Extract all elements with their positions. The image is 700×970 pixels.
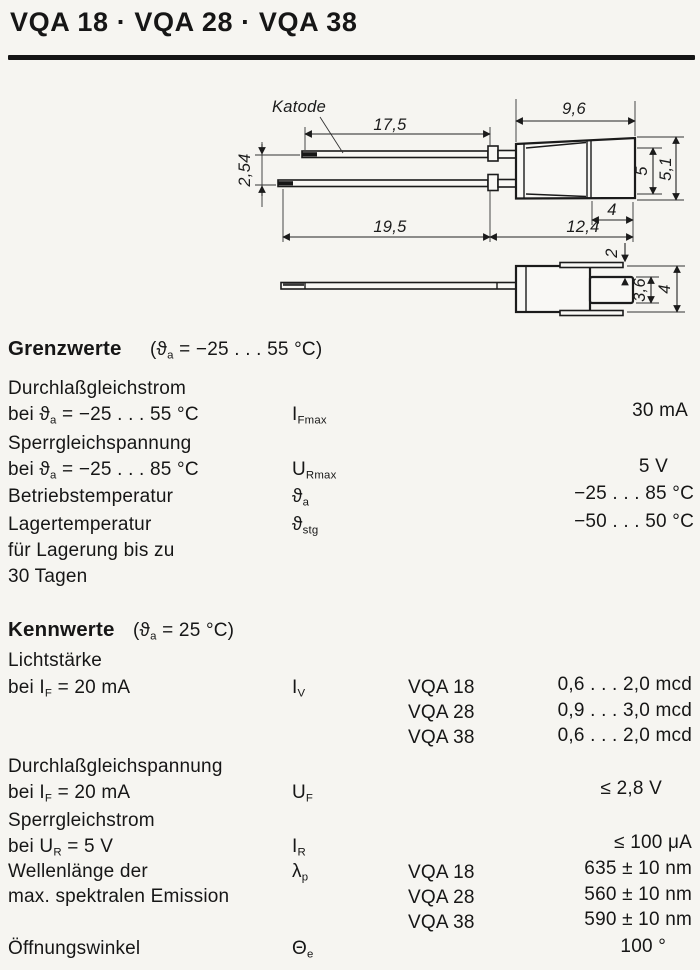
param-symbol: $I_R$ — [292, 836, 306, 859]
param-value: 0,6 . . . 2,0 mcd — [557, 674, 692, 695]
device-name: VQA 18 — [408, 677, 475, 698]
param-value: ≤ 2,8 V — [600, 778, 662, 799]
param-symbol: $ϑ_{stg}$ — [292, 514, 319, 537]
param-label: Durchlaßgleichspannung — [8, 756, 223, 777]
header-rule — [8, 55, 695, 60]
dim-label-4-side: 4 — [656, 284, 674, 294]
param-symbol: $\Theta_e$ — [292, 938, 314, 961]
side-view-led-body — [516, 138, 635, 199]
param-symbol: $\lambda_p$ — [292, 861, 309, 884]
param-condition: bei $ϑ_a = -25$ . . . 55 °C — [8, 404, 199, 427]
param-label: Lichtstärke — [8, 650, 103, 671]
dim-tongue-height — [631, 277, 659, 303]
param-condition: bei $U_R = 5$ V — [8, 836, 114, 859]
param-value: 0,9 . . . 3,0 mcd — [557, 700, 692, 721]
param-symbol: $I_V$ — [292, 677, 306, 700]
param-value: ≤ 100 μA — [614, 832, 692, 853]
param-condition: bei $ϑ_a = -25$ . . . 85 °C — [8, 459, 199, 482]
param-value: −50 . . . 50 °C — [574, 511, 694, 532]
device-name: VQA 18 — [408, 862, 475, 883]
param-symbol: $U_F$ — [292, 782, 314, 805]
param-value: 635 ± 10 nm — [584, 858, 692, 879]
device-name: VQA 28 — [408, 887, 475, 908]
dim-label-5: 5 — [633, 166, 651, 176]
grenzwerte-condition: ($ϑ_a = -25$ . . . 55 °C) — [150, 339, 323, 362]
param-value: 590 ± 10 nm — [584, 909, 692, 930]
led-dimension-drawing — [0, 85, 700, 335]
device-name: VQA 38 — [408, 912, 475, 933]
param-condition: bei $I_F = 20$ mA — [8, 782, 131, 805]
param-value: 560 ± 10 nm — [584, 884, 692, 905]
top-view-lead — [281, 283, 516, 290]
dim-label-2: 2 — [603, 248, 621, 258]
side-view-top-lead — [302, 146, 516, 161]
katode-label: Katode — [272, 98, 327, 116]
param-label: Betriebstemperatur — [8, 486, 174, 507]
param-symbol: $ϑ_a$ — [292, 486, 310, 509]
grenzwerte-heading: Grenzwerte — [8, 337, 122, 360]
device-name: VQA 38 — [408, 727, 475, 748]
dim-label-4-front: 4 — [607, 201, 617, 219]
dim-body-heights — [633, 137, 684, 200]
dim-label-9-6: 9,6 — [562, 100, 586, 118]
param-label: Sperrgleichstrom — [8, 810, 155, 831]
param-condition: bei $I_F = 20$ mA — [8, 677, 131, 700]
top-view-led-body — [516, 263, 633, 316]
dim-label-17-5: 17,5 — [373, 116, 407, 134]
param-symbol: $U_{Rmax}$ — [292, 459, 337, 482]
kennwerte-heading: Kennwerte — [8, 618, 115, 641]
katode-callout — [272, 98, 343, 153]
param-value: −25 . . . 85 °C — [574, 483, 694, 504]
dim-label-2-54: 2,54 — [236, 153, 254, 187]
dim-top-lead-length — [305, 116, 490, 150]
param-label: Wellenlänge der — [8, 861, 148, 882]
dim-label-5-1: 5,1 — [657, 157, 675, 181]
param-value: 30 mA — [632, 400, 688, 421]
param-label: Durchlaßgleichstrom — [8, 378, 187, 399]
param-label: Lagertemperatur — [8, 514, 152, 535]
param-label: für Lagerung bis zu — [8, 540, 175, 561]
param-label: 30 Tagen — [8, 566, 88, 587]
device-name: VQA 28 — [408, 702, 475, 723]
param-label: max. spektralen Emission — [8, 886, 230, 907]
side-view-bottom-lead — [278, 175, 516, 191]
dim-label-3-6: 3,6 — [631, 278, 649, 302]
param-label: Öffnungswinkel — [8, 938, 141, 959]
dim-label-19-5: 19,5 — [373, 218, 407, 236]
param-value: 5 V — [638, 456, 668, 477]
param-symbol: $I_{Fmax}$ — [292, 404, 327, 427]
dim-body-length — [516, 99, 635, 142]
param-label: Sperrgleichspannung — [8, 433, 192, 454]
kennwerte-condition: ($ϑ_a = 25$ °C) — [133, 620, 235, 643]
dim-lead-pitch — [236, 142, 300, 207]
dim-label-12-4: 12,4 — [566, 218, 600, 236]
param-value: 100 ° — [620, 936, 666, 957]
param-value: 0,6 . . . 2,0 mcd — [557, 725, 692, 746]
page-title: VQA 18 · VQA 28 · VQA 38 — [10, 7, 358, 37]
